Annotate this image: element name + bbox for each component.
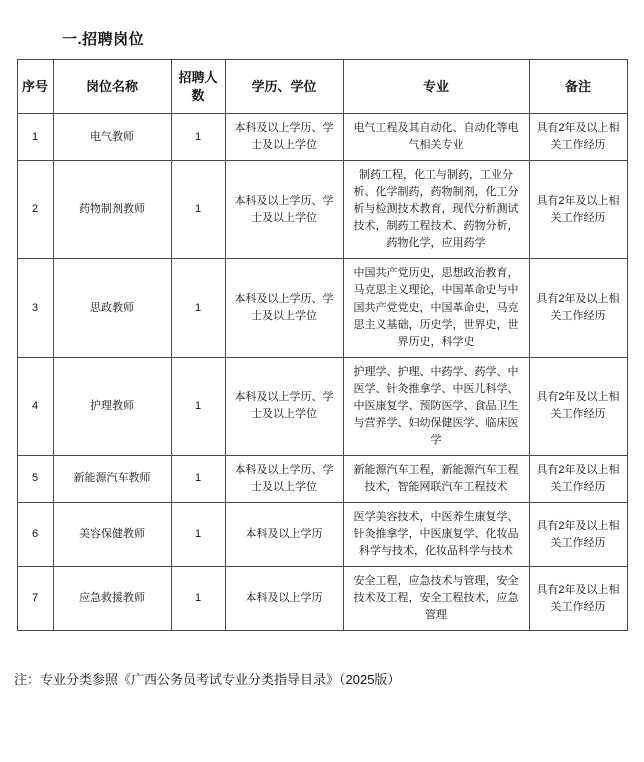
cell-no: 3 <box>17 259 53 357</box>
cell-education: 本科及以上学历、学士及以上学位 <box>225 259 343 357</box>
cell-note: 具有2年及以上相关工作经历 <box>529 259 627 357</box>
column-header-note: 备注 <box>529 60 627 114</box>
column-header-no: 序号 <box>17 60 53 114</box>
cell-name: 应急救援教师 <box>53 567 171 631</box>
cell-no: 4 <box>17 357 53 455</box>
table-row <box>17 455 627 502</box>
cell-major: 制药工程，化工与制药，工业分析、化学制药，药物制剂，化工分析与检测技术教育，现代分析测试技术，制药工程技术、药物分析，药物化学，应用药学 <box>343 161 529 259</box>
cell-education: 本科及以上学历、学士及以上学位 <box>225 161 343 259</box>
cell-name: 新能源汽车教师 <box>53 455 171 502</box>
table-row <box>17 114 627 161</box>
cell-count: 1 <box>171 161 225 259</box>
cell-count: 1 <box>171 502 225 566</box>
cell-note: 具有2年及以上相关工作经历 <box>529 502 627 566</box>
table-row <box>17 357 627 455</box>
footnote: 注：专业分类参照《广西公务员考试专业分类指导目录》（2025版） <box>14 672 401 688</box>
cell-no: 5 <box>17 455 53 502</box>
cell-count: 1 <box>171 357 225 455</box>
cell-education: 本科及以上学历 <box>225 502 343 566</box>
cell-count: 1 <box>171 567 225 631</box>
cell-note: 具有2年及以上相关工作经历 <box>529 567 627 631</box>
table-row <box>17 259 627 357</box>
cell-name: 电气教师 <box>53 114 171 161</box>
cell-education: 本科及以上学历、学士及以上学位 <box>225 114 343 161</box>
cell-major: 安全工程，应急技术与管理，安全技术及工程，安全工程技术，应急管理 <box>343 567 529 631</box>
cell-education: 本科及以上学历、学士及以上学位 <box>225 455 343 502</box>
cell-name: 思政教师 <box>53 259 171 357</box>
cell-major: 护理学、护理、中药学、药学、中医学、针灸推拿学、中医儿科学、中医康复学、预防医学、食品卫生与营养学、妇幼保健医学、临床医学 <box>343 357 529 455</box>
table-row <box>17 502 627 566</box>
cell-education: 本科及以上学历、学士及以上学位 <box>225 357 343 455</box>
page-title: 一.招聘岗位 <box>62 31 145 48</box>
cell-major: 医学美容技术，中医养生康复学、针灸推拿学，中医康复学、化妆品科学与技术，化妆品科学与技术 <box>343 502 529 566</box>
column-header-name: 岗位名称 <box>53 60 171 114</box>
cell-name: 护理教师 <box>53 357 171 455</box>
column-header-count: 招聘人数 <box>171 60 225 114</box>
cell-count: 1 <box>171 114 225 161</box>
cell-note: 具有2年及以上相关工作经历 <box>529 455 627 502</box>
column-header-education: 学历、学位 <box>225 60 343 114</box>
cell-no: 1 <box>17 114 53 161</box>
cell-no: 6 <box>17 502 53 566</box>
cell-name: 药物制剂教师 <box>53 161 171 259</box>
table-row <box>17 161 627 259</box>
cell-note: 具有2年及以上相关工作经历 <box>529 114 627 161</box>
cell-no: 7 <box>17 567 53 631</box>
cell-education: 本科及以上学历 <box>225 567 343 631</box>
cell-major: 中国共产党历史，思想政治教育，马克思主义理论，中国革命史与中国共产党党史，中国革命史，马克思主义基础，历史学，世界史，世界历史，科学史 <box>343 259 529 357</box>
table-header-row <box>17 60 627 114</box>
cell-count: 1 <box>171 455 225 502</box>
cell-major: 电气工程及其自动化、自动化等电气相关专业 <box>343 114 529 161</box>
cell-count: 1 <box>171 259 225 357</box>
cell-name: 美容保健教师 <box>53 502 171 566</box>
recruitment-table <box>17 59 628 631</box>
cell-note: 具有2年及以上相关工作经历 <box>529 161 627 259</box>
cell-major: 新能源汽车工程，新能源汽车工程技术，智能网联汽车工程技术 <box>343 455 529 502</box>
table-row <box>17 567 627 631</box>
column-header-major: 专业 <box>343 60 529 114</box>
cell-note: 具有2年及以上相关工作经历 <box>529 357 627 455</box>
cell-no: 2 <box>17 161 53 259</box>
